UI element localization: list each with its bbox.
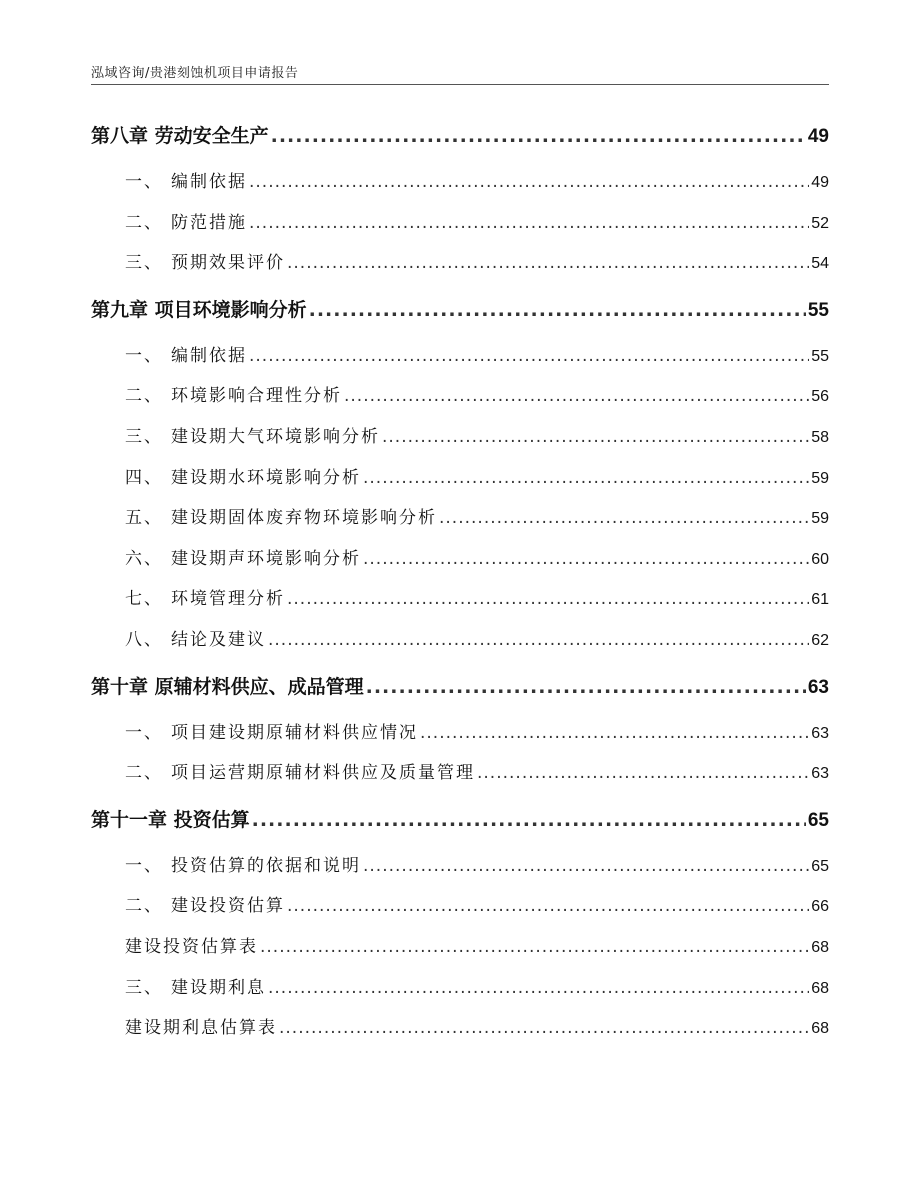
toc-section-entry[interactable] bbox=[91, 846, 829, 887]
toc-entry-number: 八、 bbox=[125, 629, 163, 650]
toc-entry-text: 项目运营期原辅材料供应及质量管理 bbox=[171, 763, 475, 784]
toc-page-number: 68 bbox=[811, 979, 829, 997]
toc-leader-dots bbox=[382, 417, 809, 458]
toc-leader-dots bbox=[344, 376, 809, 417]
toc-entry-title bbox=[125, 243, 285, 284]
toc-section-entry[interactable] bbox=[91, 579, 829, 620]
toc-entry-title bbox=[125, 846, 361, 887]
toc-page-number: 68 bbox=[811, 938, 829, 956]
toc-section-entry[interactable] bbox=[91, 376, 829, 417]
toc-entry-text: 预期效果评价 bbox=[171, 253, 285, 274]
toc-entry-number: 二、 bbox=[125, 386, 163, 407]
toc-entry-text: 建设期固体废弃物环境影响分析 bbox=[171, 508, 437, 529]
toc-entry-number: 一、 bbox=[125, 722, 163, 743]
toc-entry-text: 环境影响合理性分析 bbox=[171, 386, 342, 407]
toc-entry-number: 一、 bbox=[125, 855, 163, 876]
toc-entry-title bbox=[91, 110, 269, 162]
toc-section-entry[interactable] bbox=[91, 498, 829, 539]
toc-page-number: 63 bbox=[807, 676, 829, 698]
toc-entry-number: 四、 bbox=[125, 467, 163, 488]
toc-chapter-entry[interactable] bbox=[91, 284, 829, 336]
toc-entry-text: 建设投资估算 bbox=[171, 896, 285, 917]
toc-entry-text: 环境管理分析 bbox=[171, 589, 285, 610]
toc-section-entry[interactable] bbox=[91, 458, 829, 499]
toc-section-entry[interactable] bbox=[91, 243, 829, 284]
toc-page-number: 49 bbox=[811, 174, 829, 191]
toc-page-number: 59 bbox=[811, 510, 829, 528]
toc-section-entry[interactable] bbox=[91, 713, 829, 754]
toc-section-entry[interactable] bbox=[91, 886, 829, 927]
toc-entry-title bbox=[125, 539, 361, 580]
toc-page-number: 68 bbox=[811, 1020, 829, 1038]
toc-page-number: 63 bbox=[811, 724, 829, 742]
toc-leader-dots bbox=[363, 458, 809, 499]
toc-section-entry[interactable] bbox=[91, 336, 829, 377]
toc-entry-number: 七、 bbox=[125, 589, 163, 610]
toc-entry-title bbox=[91, 794, 250, 846]
toc-section-entry[interactable] bbox=[91, 1008, 829, 1049]
toc-page-number: 55 bbox=[807, 299, 829, 321]
toc-entry-title bbox=[125, 417, 380, 458]
toc-entry-title bbox=[125, 579, 285, 620]
toc-entry-title bbox=[125, 927, 258, 968]
toc-page-number: 62 bbox=[811, 631, 829, 649]
toc-section-entry[interactable] bbox=[91, 539, 829, 580]
toc-page-number: 66 bbox=[811, 898, 829, 916]
toc-entry-text: 建设期大气环境影响分析 bbox=[171, 426, 380, 447]
toc-entry-title bbox=[125, 336, 247, 377]
toc-leader-dots bbox=[279, 1008, 809, 1049]
toc-page-number: 63 bbox=[811, 765, 829, 783]
toc-leader-dots bbox=[249, 336, 809, 377]
toc-leader-dots bbox=[477, 753, 809, 794]
toc-leader-dots bbox=[420, 713, 809, 754]
toc-entry-title bbox=[125, 458, 361, 499]
toc-chapter-entry[interactable] bbox=[91, 661, 829, 713]
toc-entry-text: 第十一章 投资估算 bbox=[91, 808, 250, 831]
header-divider bbox=[91, 84, 829, 85]
toc-entry-title bbox=[91, 284, 307, 336]
toc-entry-text: 投资估算的依据和说明 bbox=[171, 855, 361, 876]
toc-leader-dots bbox=[268, 620, 809, 661]
toc-section-entry[interactable] bbox=[91, 620, 829, 661]
toc-leader-dots bbox=[439, 498, 809, 539]
table-of-contents bbox=[91, 110, 829, 1049]
toc-entry-title bbox=[125, 886, 285, 927]
toc-entry-number: 一、 bbox=[125, 345, 163, 366]
toc-entry-title bbox=[125, 203, 247, 244]
toc-section-entry[interactable] bbox=[91, 753, 829, 794]
toc-entry-number: 二、 bbox=[125, 763, 163, 784]
toc-section-entry[interactable] bbox=[91, 968, 829, 1009]
toc-page-number: 54 bbox=[811, 255, 829, 273]
toc-entry-text: 第十章 原辅材料供应、成品管理 bbox=[91, 675, 364, 698]
toc-leader-dots bbox=[287, 886, 809, 927]
toc-entry-title bbox=[125, 162, 247, 203]
toc-leader-dots bbox=[366, 661, 806, 713]
toc-entry-title bbox=[125, 968, 266, 1009]
toc-entry-text: 建设期水环境影响分析 bbox=[171, 467, 361, 488]
toc-page-number: 65 bbox=[807, 809, 829, 831]
toc-entry-title bbox=[125, 753, 475, 794]
toc-entry-text: 建设投资估算表 bbox=[125, 936, 258, 957]
toc-leader-dots bbox=[363, 539, 809, 580]
toc-section-entry[interactable] bbox=[91, 162, 829, 203]
toc-entry-text: 编制依据 bbox=[171, 172, 247, 192]
toc-entry-title bbox=[125, 713, 418, 754]
toc-leader-dots bbox=[287, 579, 809, 620]
toc-leader-dots bbox=[249, 162, 809, 203]
toc-entry-text: 第九章 项目环境影响分析 bbox=[91, 298, 307, 321]
toc-entry-title bbox=[125, 498, 437, 539]
toc-leader-dots bbox=[268, 968, 809, 1009]
toc-page-number: 61 bbox=[811, 591, 829, 609]
toc-entry-number: 六、 bbox=[125, 548, 163, 569]
toc-chapter-entry[interactable] bbox=[91, 794, 829, 846]
toc-page-number: 65 bbox=[811, 857, 829, 875]
toc-leader-dots bbox=[260, 927, 809, 968]
toc-entry-text: 编制依据 bbox=[171, 345, 247, 366]
toc-entry-number: 二、 bbox=[125, 896, 163, 917]
toc-page-number: 52 bbox=[811, 214, 829, 232]
toc-chapter-entry[interactable] bbox=[91, 110, 829, 162]
toc-leader-dots bbox=[309, 284, 806, 336]
toc-page-number: 49 bbox=[807, 126, 829, 147]
toc-entry-number: 三、 bbox=[125, 253, 163, 274]
toc-section-entry[interactable] bbox=[91, 927, 829, 968]
toc-leader-dots bbox=[287, 243, 809, 284]
toc-entry-number: 五、 bbox=[125, 508, 163, 529]
toc-leader-dots bbox=[363, 846, 809, 887]
toc-entry-text: 防范措施 bbox=[171, 212, 247, 233]
toc-page-number: 58 bbox=[811, 428, 829, 446]
toc-entry-number: 三、 bbox=[125, 426, 163, 447]
toc-page-number: 56 bbox=[811, 388, 829, 406]
toc-page-number: 59 bbox=[811, 469, 829, 487]
toc-leader-dots bbox=[271, 110, 806, 162]
toc-section-entry[interactable] bbox=[91, 417, 829, 458]
toc-entry-text: 建设期利息估算表 bbox=[125, 1018, 277, 1039]
toc-entry-text: 第八章 劳动安全生产 bbox=[91, 125, 269, 147]
toc-entry-text: 建设期声环境影响分析 bbox=[171, 548, 361, 569]
toc-entry-number: 二、 bbox=[125, 212, 163, 233]
toc-page-number: 55 bbox=[811, 347, 829, 365]
toc-section-entry[interactable] bbox=[91, 203, 829, 244]
toc-entry-title bbox=[125, 376, 342, 417]
toc-page-number: 60 bbox=[811, 550, 829, 568]
toc-entry-title bbox=[125, 620, 266, 661]
toc-entry-title bbox=[91, 661, 364, 713]
toc-leader-dots bbox=[252, 794, 806, 846]
toc-entry-number: 三、 bbox=[125, 977, 163, 998]
running-header: 泓域咨询/贵港刻蚀机项目申请报告 bbox=[91, 66, 299, 81]
toc-entry-text: 项目建设期原辅材料供应情况 bbox=[171, 722, 418, 743]
toc-entry-title bbox=[125, 1008, 277, 1049]
toc-entry-text: 结论及建议 bbox=[171, 629, 266, 650]
toc-leader-dots bbox=[249, 203, 809, 244]
toc-entry-text: 建设期利息 bbox=[171, 977, 266, 998]
toc-entry-number: 一、 bbox=[125, 172, 163, 192]
